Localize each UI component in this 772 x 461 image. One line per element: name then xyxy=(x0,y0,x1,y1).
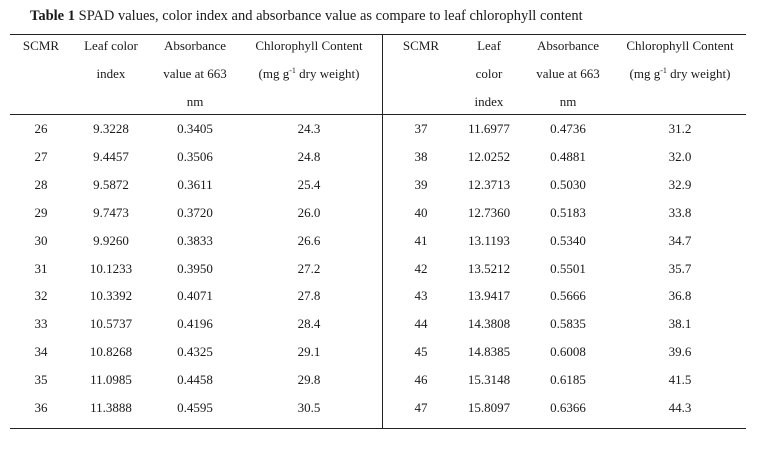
cell-left-row1-col1: 26 xyxy=(34,121,48,136)
cell-right-row5-col4: 34.7 xyxy=(668,232,692,248)
cell-right-row4-col3: 0.5183 xyxy=(550,204,586,220)
cell-left-row1-col3: 0.3405 xyxy=(177,121,213,136)
cell-left-row4-col1: 29 xyxy=(34,204,48,220)
cell-right-row3-col4: 32.9 xyxy=(668,176,692,192)
cell-left-row10-col3: 0.4458 xyxy=(177,372,213,388)
cell-left-row3-col3: 0.3611 xyxy=(177,176,213,192)
cell-right-row6-col2: 13.5212 xyxy=(467,260,511,276)
cell-left-row8-col3: 0.4196 xyxy=(177,316,213,332)
cell-left-row2-col4: 24.8 xyxy=(297,148,321,164)
cell-right-row6-col3: 0.5501 xyxy=(550,260,586,276)
cell-right-row3-col1: 39 xyxy=(414,176,428,192)
header-right-col2-line3: index xyxy=(474,94,504,109)
cell-right-row11-col1: 47 xyxy=(414,400,428,415)
cell-right-row10-col2: 15.3148 xyxy=(467,372,511,388)
cell-left-row10-col1: 35 xyxy=(34,372,48,388)
cell-right-row11-col4: 44.3 xyxy=(668,400,692,415)
cell-left-row5-col3: 0.3833 xyxy=(177,232,213,248)
cell-right-row10-col1: 46 xyxy=(414,372,428,388)
cell-left-row7-col1: 32 xyxy=(34,288,48,304)
cell-left-row10-col2: 11.0985 xyxy=(90,372,132,388)
cell-right-row5-col2: 13.1193 xyxy=(468,232,510,248)
cell-right-row10-col4: 41.5 xyxy=(668,372,692,388)
cell-left-row11-col1: 36 xyxy=(34,400,48,415)
cell-right-row6-col1: 42 xyxy=(414,260,428,276)
header-left-col4-line2: (mg $g^{-1}$ dry weight) xyxy=(258,66,360,81)
header-right-col2-line1: Leaf xyxy=(477,38,501,53)
header-left-col4-line1: Chlorophyll Content xyxy=(255,38,363,53)
cell-right-row11-col2: 15.8097 xyxy=(467,400,511,415)
cell-left-row11-col2: 11.3888 xyxy=(90,400,132,415)
cell-right-row7-col1: 43 xyxy=(414,288,428,304)
cell-right-row2-col1: 38 xyxy=(414,148,428,164)
table-center-divider xyxy=(382,34,383,429)
header-left-col1-line1: SCMR xyxy=(22,38,60,53)
cell-left-row11-col4: 30.5 xyxy=(297,400,321,415)
cell-right-row1-col4: 31.2 xyxy=(668,121,692,136)
cell-left-row8-col4: 28.4 xyxy=(297,316,321,332)
table-label: Table 1 xyxy=(30,8,75,24)
cell-left-row6-col2: 10.1233 xyxy=(89,260,133,276)
header-right-col3-line1: Absorbance xyxy=(536,38,600,53)
cell-right-row6-col4: 35.7 xyxy=(668,260,692,276)
cell-left-row1-col2: 9.3228 xyxy=(93,121,129,136)
cell-right-row2-col4: 32.0 xyxy=(668,148,692,164)
header-right-col4-line1: Chlorophyll Content xyxy=(626,38,734,53)
header-right-col1-line1: SCMR xyxy=(402,38,440,53)
cell-right-row2-col3: 0.4881 xyxy=(550,148,586,164)
header-left-col2-line1: Leaf color xyxy=(84,38,138,53)
cell-left-row4-col3: 0.3720 xyxy=(177,204,213,220)
cell-left-row3-col1: 28 xyxy=(34,176,48,192)
cell-left-row4-col2: 9.7473 xyxy=(93,204,129,220)
cell-right-row9-col1: 45 xyxy=(414,344,428,360)
cell-right-row5-col1: 41 xyxy=(414,232,428,248)
cell-left-row11-col3: 0.4595 xyxy=(177,400,213,415)
cell-right-row7-col3: 0.5666 xyxy=(550,288,586,304)
cell-right-row11-col3: 0.6366 xyxy=(550,400,586,415)
cell-left-row7-col2: 10.3392 xyxy=(89,288,133,304)
cell-right-row9-col3: 0.6008 xyxy=(550,344,586,360)
unit-superscript: -1 xyxy=(289,66,296,75)
cell-left-row4-col4: 26.0 xyxy=(297,204,321,220)
unit-superscript: -1 xyxy=(660,66,667,75)
cell-right-row1-col3: 0.4736 xyxy=(550,121,586,136)
cell-left-row8-col1: 33 xyxy=(34,316,48,332)
cell-left-row7-col4: 27.8 xyxy=(297,288,321,304)
cell-left-row9-col3: 0.4325 xyxy=(177,344,213,360)
cell-left-row3-col2: 9.5872 xyxy=(93,176,129,192)
cell-right-row9-col4: 39.6 xyxy=(668,344,692,360)
header-left-col2-line2: index xyxy=(96,66,126,81)
cell-right-row4-col1: 40 xyxy=(414,204,428,220)
cell-left-row6-col1: 31 xyxy=(34,260,48,276)
cell-left-row9-col4: 29.1 xyxy=(297,344,321,360)
cell-right-row3-col2: 12.3713 xyxy=(467,176,511,192)
header-right-col3-line3: nm xyxy=(559,94,577,109)
cell-right-row5-col3: 0.5340 xyxy=(550,232,586,248)
cell-right-row8-col4: 38.1 xyxy=(668,316,692,332)
cell-left-row9-col1: 34 xyxy=(34,344,48,360)
cell-left-row2-col3: 0.3506 xyxy=(177,148,213,164)
cell-left-row5-col4: 26.6 xyxy=(297,232,321,248)
cell-left-row3-col4: 25.4 xyxy=(297,176,321,192)
cell-left-row7-col3: 0.4071 xyxy=(177,288,213,304)
header-left-col3-line1: Absorbance xyxy=(163,38,227,53)
header-right-col4-line2: (mg $g^{-1}$ dry weight) xyxy=(629,66,731,81)
table-caption xyxy=(30,8,583,25)
cell-left-row10-col4: 29.8 xyxy=(297,372,321,388)
cell-left-row5-col2: 9.9260 xyxy=(93,232,129,248)
cell-right-row7-col4: 36.8 xyxy=(668,288,692,304)
header-left-col3-line3: nm xyxy=(186,94,204,109)
cell-right-row4-col2: 12.7360 xyxy=(467,204,511,220)
header-left-col3-line2: value at 663 xyxy=(163,66,227,81)
cell-right-row8-col1: 44 xyxy=(414,316,428,332)
cell-right-row10-col3: 0.6185 xyxy=(550,372,586,388)
cell-left-row1-col4: 24.3 xyxy=(297,121,321,136)
cell-right-row8-col2: 14.3808 xyxy=(467,316,511,332)
cell-right-row7-col2: 13.9417 xyxy=(467,288,511,304)
cell-right-row8-col3: 0.5835 xyxy=(550,316,586,332)
table-bottom-rule xyxy=(10,428,746,429)
cell-left-row6-col4: 27.2 xyxy=(297,260,321,276)
cell-left-row2-col2: 9.4457 xyxy=(93,148,129,164)
cell-left-row6-col3: 0.3950 xyxy=(177,260,213,276)
cell-left-row2-col1: 27 xyxy=(34,148,48,164)
header-right-col2-line2: color xyxy=(475,66,503,81)
cell-left-row8-col2: 10.5737 xyxy=(89,316,133,332)
cell-right-row2-col2: 12.0252 xyxy=(467,148,511,164)
cell-right-row9-col2: 14.8385 xyxy=(467,344,511,360)
table-header-rule xyxy=(10,114,746,115)
cell-left-row5-col1: 30 xyxy=(34,232,48,248)
header-right-col3-line2: value at 663 xyxy=(536,66,600,81)
cell-right-row1-col2: 11.6977 xyxy=(468,121,510,136)
cell-left-row9-col2: 10.8268 xyxy=(89,344,133,360)
cell-right-row3-col3: 0.5030 xyxy=(550,176,586,192)
table-title: SPAD values, color index and absorbance value as compare to leaf chlorophyll content xyxy=(75,8,583,24)
cell-right-row4-col4: 33.8 xyxy=(668,204,692,220)
cell-right-row1-col1: 37 xyxy=(414,121,428,136)
